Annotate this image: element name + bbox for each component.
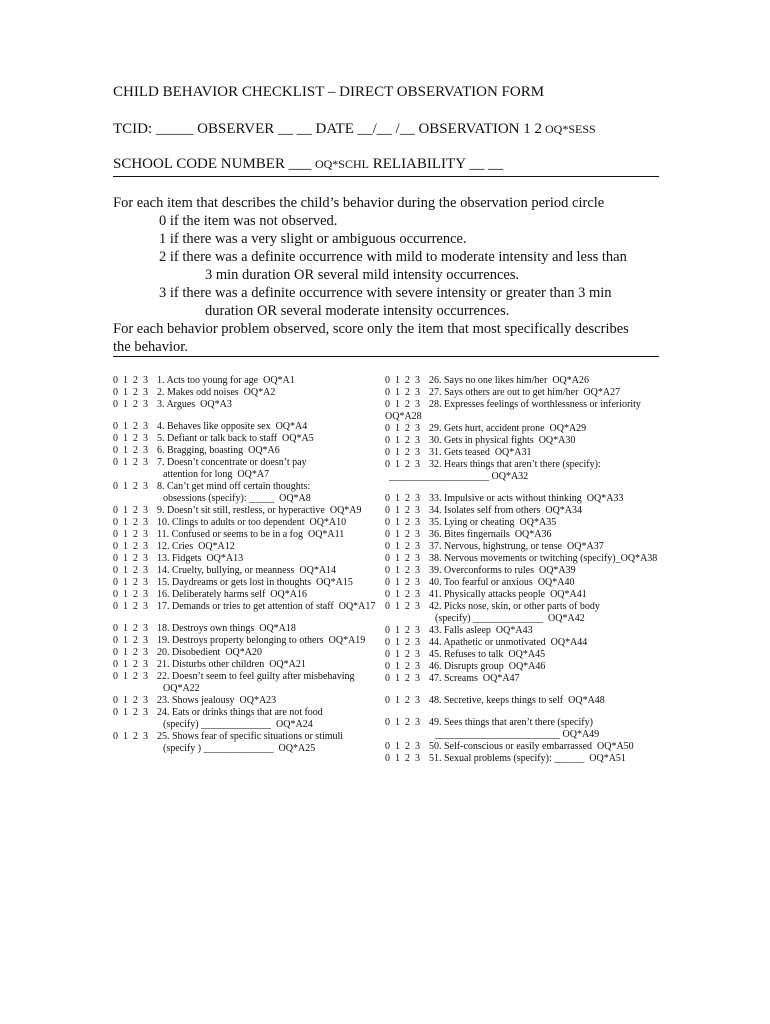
score-options[interactable]: 0 1 2 3 xyxy=(385,695,420,706)
checklist-item[interactable] xyxy=(385,423,675,435)
item-text: 11. Confused or seems to be in a fog OQ*A11 xyxy=(157,529,345,540)
score-options[interactable]: 0 1 2 3 xyxy=(113,433,148,444)
item-text: 50. Self-conscious or easily embarrassed OQ*A50 xyxy=(429,741,634,752)
score-options[interactable]: 0 1 2 3 xyxy=(385,423,420,434)
item-text: 21. Disturbs other children OQ*A21 xyxy=(157,659,306,670)
item-text: 5. Defiant or talk back to staff OQ*A5 xyxy=(157,433,314,444)
score-options[interactable]: 0 1 2 3 xyxy=(113,635,148,646)
checklist-item[interactable] xyxy=(113,387,381,399)
item-text: 26. Says no one likes him/her OQ*A26 xyxy=(429,375,589,386)
score-options[interactable]: 0 1 2 3 xyxy=(385,459,420,470)
item-text-continued: ____________________ OQ*A32 xyxy=(389,471,529,482)
item-text: 30. Gets in physical fights OQ*A30 xyxy=(429,435,576,446)
score-options[interactable]: 0 1 2 3 xyxy=(385,753,420,764)
checklist-item[interactable] xyxy=(113,659,381,671)
item-text: 28. Expresses feelings of worthlessness or inferiority xyxy=(429,399,641,410)
score-options[interactable]: 0 1 2 3 xyxy=(113,671,148,682)
score-2-definition: 2 if there was a definite occurrence with mild to moderate intensity and less than xyxy=(159,249,627,265)
score-options[interactable]: 0 1 2 3 xyxy=(385,517,420,528)
checklist-item[interactable] xyxy=(113,695,381,707)
score-options[interactable]: 0 1 2 3 xyxy=(113,541,148,552)
score-options[interactable]: 0 1 2 3 xyxy=(385,529,420,540)
score-options[interactable]: 0 1 2 3 xyxy=(385,387,420,398)
score-options[interactable]: 0 1 2 3 xyxy=(113,731,148,742)
header-divider xyxy=(113,176,659,177)
score-options[interactable]: 0 1 2 3 xyxy=(385,541,420,552)
item-text-continued: attention for long OQ*A7 xyxy=(163,469,270,480)
checklist-item[interactable] xyxy=(385,637,675,649)
identification-line xyxy=(113,121,596,138)
checklist-item[interactable] xyxy=(113,457,381,469)
score-options[interactable]: 0 1 2 3 xyxy=(113,445,148,456)
checklist-item[interactable] xyxy=(385,459,675,471)
checklist-item[interactable] xyxy=(385,553,675,565)
score-options[interactable]: 0 1 2 3 xyxy=(385,625,420,636)
item-text: 7. Doesn’t concentrate or doesn’t pay xyxy=(157,457,307,468)
item-text: 6. Bragging, boasting OQ*A6 xyxy=(157,445,280,456)
item-text: 24. Eats or drinks things that are not food xyxy=(157,707,323,718)
score-options[interactable]: 0 1 2 3 xyxy=(113,553,148,564)
score-options[interactable]: 0 1 2 3 xyxy=(385,399,420,410)
item-text: 14. Cruelty, bullying, or meanness OQ*A14 xyxy=(157,565,337,576)
item-text: 48. Secretive, keeps things to self OQ*A48 xyxy=(429,695,605,706)
score-options[interactable]: 0 1 2 3 xyxy=(113,375,148,386)
score-2-definition-cont: 3 min duration OR several mild intensity occurrences. xyxy=(205,267,520,283)
item-text: 34. Isolates self from others OQ*A34 xyxy=(429,505,583,516)
checklist-item[interactable] xyxy=(385,529,675,541)
score-options[interactable]: 0 1 2 3 xyxy=(113,707,148,718)
score-options[interactable]: 0 1 2 3 xyxy=(113,505,148,516)
identification-fields: TCID: _____ OBSERVER __ __ DATE __/__ /__ OBSERVATION 1 2 xyxy=(113,121,543,137)
checklist-item[interactable] xyxy=(385,753,675,765)
item-text: 41. Physically attacks people OQ*A41 xyxy=(429,589,587,600)
item-text: 49. Sees things that aren’t there (specify) xyxy=(429,717,593,728)
checklist-item[interactable] xyxy=(113,505,381,517)
checklist-item[interactable] xyxy=(385,541,675,553)
score-options[interactable]: 0 1 2 3 xyxy=(385,589,420,600)
checklist-item[interactable] xyxy=(385,695,675,707)
score-options[interactable]: 0 1 2 3 xyxy=(113,647,148,658)
item-text: 9. Doesn’t sit still, restless, or hyperactive OQ*A9 xyxy=(157,505,362,516)
item-text: 46. Disrupts group OQ*A46 xyxy=(429,661,546,672)
checklist-item[interactable] xyxy=(113,541,381,553)
item-text: 18. Destroys own things OQ*A18 xyxy=(157,623,296,634)
score-options[interactable]: 0 1 2 3 xyxy=(113,565,148,576)
checklist-item[interactable] xyxy=(113,565,381,577)
instructions-outro-cont: the behavior. xyxy=(113,339,188,355)
score-options[interactable]: 0 1 2 3 xyxy=(113,695,148,706)
checklist-item[interactable] xyxy=(385,505,675,517)
score-options[interactable]: 0 1 2 3 xyxy=(113,601,148,612)
item-text: 37. Nervous, highstrung, or tense OQ*A37 xyxy=(429,541,604,552)
checklist-item[interactable] xyxy=(113,707,381,719)
score-3-definition-cont: duration OR several moderate intensity occurrences. xyxy=(205,303,510,319)
checklist-item[interactable] xyxy=(113,421,381,433)
checklist-item[interactable] xyxy=(385,517,675,529)
checklist-item[interactable] xyxy=(385,649,675,661)
score-options[interactable]: 0 1 2 3 xyxy=(385,375,420,386)
item-text: 39. Overconforms to rules OQ*A39 xyxy=(429,565,576,576)
checklist-item[interactable] xyxy=(113,553,381,565)
score-options[interactable]: 0 1 2 3 xyxy=(385,601,420,612)
checklist-item[interactable] xyxy=(385,673,675,685)
school-code-label: SCHOOL CODE NUMBER ___ xyxy=(113,156,315,172)
item-text: 29. Gets hurt, accident prone OQ*A29 xyxy=(429,423,587,434)
checklist-item[interactable] xyxy=(113,601,381,613)
instructions xyxy=(113,194,659,356)
checklist-item[interactable] xyxy=(385,741,675,753)
checklist-item[interactable] xyxy=(385,717,675,729)
instructions-divider xyxy=(113,356,659,357)
score-options[interactable]: 0 1 2 3 xyxy=(113,421,148,432)
score-3-definition: 3 if there was a definite occurrence with severe intensity or greater than 3 min xyxy=(159,285,612,301)
checklist-item[interactable] xyxy=(113,635,381,647)
items-right-column xyxy=(385,375,675,765)
score-options[interactable]: 0 1 2 3 xyxy=(385,565,420,576)
item-text: 17. Demands or tries to get attention of staff OQ*A17 xyxy=(157,601,376,612)
score-options[interactable]: 0 1 2 3 xyxy=(385,649,420,660)
checklist-item[interactable] xyxy=(113,731,381,743)
item-text-continued: _________________________ OQ*A49 xyxy=(435,729,600,740)
item-text: 51. Sexual problems (specify): ______ OQ*A51 xyxy=(429,753,626,764)
reliability-label: RELIABILITY __ __ xyxy=(368,156,503,172)
checklist-item[interactable] xyxy=(113,671,381,683)
item-text: 43. Falls asleep OQ*A43 xyxy=(429,625,533,636)
checklist-item[interactable] xyxy=(113,399,381,411)
checklist-item[interactable] xyxy=(113,529,381,541)
score-options[interactable]: 0 1 2 3 xyxy=(113,399,148,410)
checklist-item[interactable] xyxy=(385,399,675,411)
items-left-column xyxy=(113,375,381,755)
item-text: 45. Refuses to talk OQ*A45 xyxy=(429,649,546,660)
score-0-definition: 0 if the item was not observed. xyxy=(159,213,338,229)
instructions-intro: For each item that describes the child’s behavior during the observation period circle xyxy=(113,195,605,211)
item-text: 44. Apathetic or unmotivated OQ*A44 xyxy=(429,637,588,648)
item-text: 16. Deliberately harms self OQ*A16 xyxy=(157,589,307,600)
item-text: 19. Destroys property belonging to others OQ*A19 xyxy=(157,635,366,646)
item-text: 22. Doesn’t seem to feel guilty after misbehaving xyxy=(157,671,355,682)
score-options[interactable]: 0 1 2 3 xyxy=(385,717,420,728)
checklist-item[interactable] xyxy=(385,625,675,637)
item-text: 23. Shows jealousy OQ*A23 xyxy=(157,695,277,706)
item-text: 10. Clings to adults or too dependent OQ*A10 xyxy=(157,517,347,528)
item-text: 25. Shows fear of specific situations or stimuli xyxy=(157,731,344,742)
item-text: 31. Gets teased OQ*A31 xyxy=(429,447,532,458)
score-options[interactable]: 0 1 2 3 xyxy=(385,577,420,588)
checklist-item[interactable] xyxy=(113,445,381,457)
score-options[interactable]: 0 1 2 3 xyxy=(385,447,420,458)
checklist-item[interactable] xyxy=(385,375,675,387)
item-text: 38. Nervous movements or twitching (specify)_OQ*A38 xyxy=(429,553,658,564)
item-text: 3. Argues OQ*A3 xyxy=(157,399,232,410)
item-text-continued: (specify) ______________ OQ*A24 xyxy=(163,719,313,730)
item-text: 42. Picks nose, skin, or other parts of body xyxy=(429,601,600,612)
item-text: 32. Hears things that aren’t there (specify): xyxy=(429,459,601,470)
score-options[interactable]: 0 1 2 3 xyxy=(385,435,420,446)
item-text-continued: OQ*A22 xyxy=(163,683,200,694)
checklist-item[interactable] xyxy=(113,647,381,659)
score-options[interactable]: 0 1 2 3 xyxy=(113,457,148,468)
item-text: 36. Bites fingernails OQ*A36 xyxy=(429,529,552,540)
checklist-item[interactable] xyxy=(113,375,381,387)
score-1-definition: 1 if there was a very slight or ambiguous occurrence. xyxy=(159,231,467,247)
item-text-continued: OQ*A28 xyxy=(385,411,422,422)
item-text: 13. Fidgets OQ*A13 xyxy=(157,553,244,564)
score-options[interactable]: 0 1 2 3 xyxy=(113,481,148,492)
score-options[interactable]: 0 1 2 3 xyxy=(113,387,148,398)
item-text: 12. Cries OQ*A12 xyxy=(157,541,235,552)
item-text-continued: obsessions (specify): _____ OQ*A8 xyxy=(163,493,311,504)
checklist-item[interactable] xyxy=(113,433,381,445)
item-text: 27. Says others are out to get him/her OQ*A27 xyxy=(429,387,621,398)
item-text: 2. Makes odd noises OQ*A2 xyxy=(157,387,276,398)
score-options[interactable]: 0 1 2 3 xyxy=(113,623,148,634)
score-options[interactable]: 0 1 2 3 xyxy=(385,553,420,564)
score-options[interactable]: 0 1 2 3 xyxy=(385,637,420,648)
checklist-item[interactable] xyxy=(113,577,381,589)
item-text: 47. Screams OQ*A47 xyxy=(429,673,520,684)
item-text-continued: (specify) ______________ OQ*A42 xyxy=(435,613,585,624)
item-text: 40. Too fearful or anxious OQ*A40 xyxy=(429,577,575,588)
item-text: 20. Disobedient OQ*A20 xyxy=(157,647,262,658)
checklist-item[interactable] xyxy=(113,589,381,601)
checklist-item[interactable] xyxy=(385,447,675,459)
checklist-item[interactable] xyxy=(385,661,675,673)
score-options[interactable]: 0 1 2 3 xyxy=(385,741,420,752)
checklist-item[interactable] xyxy=(113,623,381,635)
score-options[interactable]: 0 1 2 3 xyxy=(385,661,420,672)
item-text: 33. Impulsive or acts without thinking OQ*A33 xyxy=(429,493,624,504)
checklist-item[interactable] xyxy=(113,481,381,493)
score-options[interactable]: 0 1 2 3 xyxy=(113,517,148,528)
checklist-item[interactable] xyxy=(385,387,675,399)
checklist-item[interactable] xyxy=(385,493,675,505)
checklist-item[interactable] xyxy=(385,435,675,447)
score-options[interactable]: 0 1 2 3 xyxy=(385,673,420,684)
school-line xyxy=(113,156,503,173)
score-options[interactable]: 0 1 2 3 xyxy=(113,529,148,540)
item-text: 35. Lying or cheating OQ*A35 xyxy=(429,517,557,528)
score-options[interactable]: 0 1 2 3 xyxy=(113,577,148,588)
school-code: OQ*SCHL xyxy=(314,157,369,171)
item-text: 8. Can’t get mind off certain thoughts: xyxy=(157,481,311,492)
item-text: 1. Acts too young for age OQ*A1 xyxy=(157,375,295,386)
item-text-continued: (specify ) ______________ OQ*A25 xyxy=(163,743,316,754)
score-options[interactable]: 0 1 2 3 xyxy=(113,659,148,670)
checklist-item[interactable] xyxy=(385,577,675,589)
item-text: 15. Daydreams or gets lost in thoughts OQ*A15 xyxy=(157,577,353,588)
checklist-item[interactable] xyxy=(385,565,675,577)
instructions-outro: For each behavior problem observed, score only the item that most specifically describes xyxy=(113,321,629,337)
score-options[interactable]: 0 1 2 3 xyxy=(385,493,420,504)
form-title: CHILD BEHAVIOR CHECKLIST – DIRECT OBSERVATION FORM xyxy=(113,84,545,100)
score-options[interactable]: 0 1 2 3 xyxy=(385,505,420,516)
score-options[interactable]: 0 1 2 3 xyxy=(113,589,148,600)
checklist-item[interactable] xyxy=(113,517,381,529)
item-text: 4. Behaves like opposite sex OQ*A4 xyxy=(157,421,308,432)
session-code: OQ*SESS xyxy=(542,122,596,136)
checklist-item[interactable] xyxy=(385,601,675,613)
checklist-item[interactable] xyxy=(385,589,675,601)
